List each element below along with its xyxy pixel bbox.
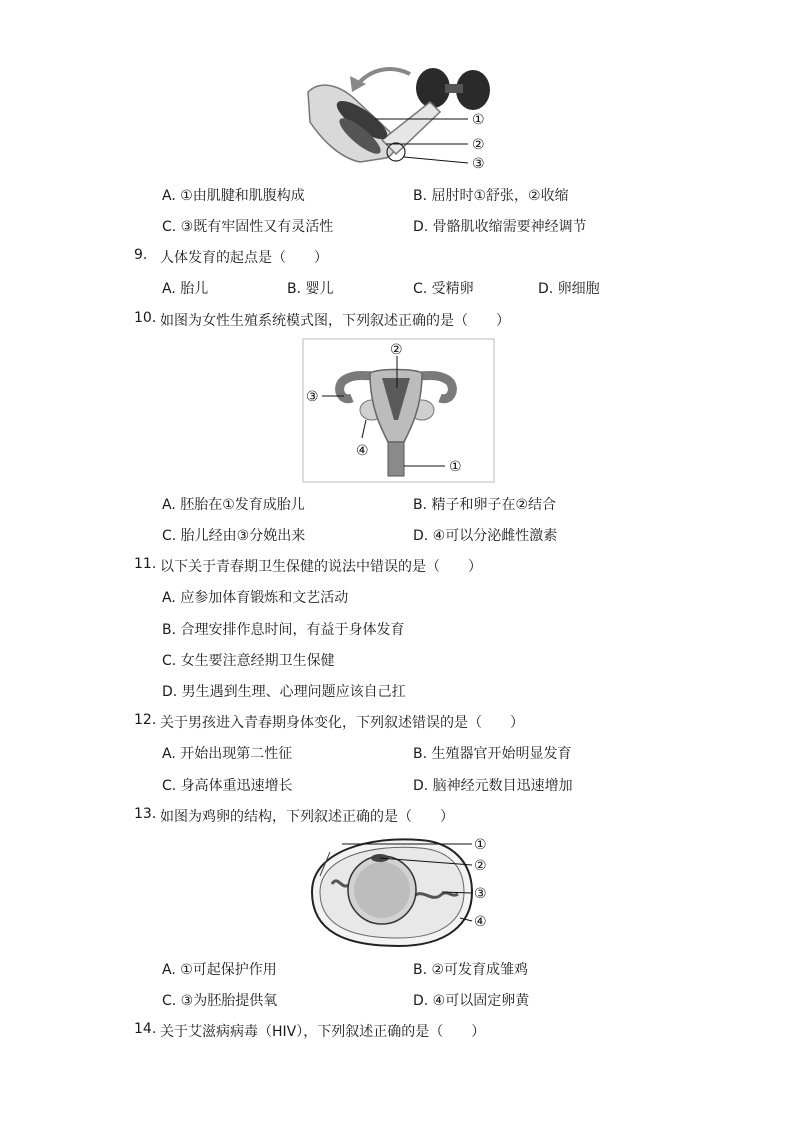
q13-option-c: C. ③为胚胎提供氧: [162, 993, 278, 1009]
q12-number: 12.: [134, 712, 157, 728]
q10-option-d: D. ④可以分泌雌性激素: [413, 528, 558, 544]
q11-option-d: D. 男生遇到生理、心理问题应该自己扛: [162, 684, 406, 700]
q11-option-a: A. 应参加体育锻炼和文艺活动: [162, 590, 349, 606]
q8-option-a: A. ①由肌腱和肌腹构成: [162, 188, 305, 204]
q13-number: 13.: [134, 806, 157, 822]
egg-label-1: ①: [474, 837, 487, 853]
q8-option-c: C. ③既有牢固性又有灵活性: [162, 219, 334, 235]
arm-label-1: ①: [472, 112, 485, 128]
q8-option-d: D. 骨骼肌收缩需要神经调节: [413, 219, 587, 235]
female-reproductive-figure: [300, 338, 496, 484]
q10-option-c: C. 胎儿经由③分娩出来: [162, 528, 306, 544]
q12-stem: 关于男孩进入青春期身体变化，下列叙述错误的是（ ）: [160, 715, 524, 731]
arm-muscle-figure: [300, 62, 500, 174]
q9-option-d: D. 卵细胞: [538, 281, 600, 297]
vagina-label-1: ①: [449, 459, 462, 475]
q10-stem: 如图为女性生殖系统模式图，下列叙述正确的是（ ）: [160, 313, 510, 329]
q13-option-a: A. ①可起保护作用: [162, 962, 277, 978]
q13-stem: 如图为鸡卵的结构，下列叙述正确的是（ ）: [160, 809, 454, 825]
q11-number: 11.: [134, 556, 157, 572]
q9-stem: 人体发育的起点是（ ）: [160, 250, 328, 266]
q12-option-d: D. 脑神经元数目迅速增加: [413, 778, 573, 794]
q12-option-c: C. 身高体重迅速增长: [162, 778, 293, 794]
egg-label-2: ②: [474, 858, 487, 874]
q9-option-c: C. 受精卵: [413, 281, 474, 297]
q11-option-b: B. 合理安排作息时间，有益于身体发育: [162, 622, 405, 638]
arm-label-2: ②: [472, 137, 485, 153]
q12-option-a: A. 开始出现第二性征: [162, 746, 293, 762]
q9-option-b: B. 婴儿: [287, 281, 334, 297]
q10-option-b: B. 精子和卵子在②结合: [413, 497, 557, 513]
egg-label-4: ④: [474, 914, 487, 930]
uterus-label-2: ②: [390, 342, 403, 358]
arm-label-3: ③: [472, 156, 485, 172]
q8-option-b: B. 屈肘时①舒张，②收缩: [413, 188, 569, 204]
ovary-label-4: ④: [356, 443, 369, 459]
q11-stem: 以下关于青春期卫生保健的说法中错误的是（ ）: [160, 559, 482, 575]
q13-option-d: D. ④可以固定卵黄: [413, 993, 530, 1009]
q12-option-b: B. 生殖器官开始明显发育: [413, 746, 572, 762]
q14-number: 14.: [134, 1021, 157, 1037]
egg-structure-figure: [302, 832, 498, 950]
q9-option-a: A. 胎儿: [162, 281, 209, 297]
q9-number: 9.: [134, 247, 148, 263]
q13-option-b: B. ②可发育成雏鸡: [413, 962, 529, 978]
tube-label-3: ③: [306, 389, 319, 405]
q10-option-a: A. 胚胎在①发育成胎儿: [162, 497, 305, 513]
egg-label-3: ③: [474, 886, 487, 902]
q10-number: 10.: [134, 310, 157, 326]
q11-option-c: C. 女生要注意经期卫生保健: [162, 653, 335, 669]
q14-stem: 关于艾滋病病毒（HIV），下列叙述正确的是（ ）: [160, 1024, 486, 1040]
